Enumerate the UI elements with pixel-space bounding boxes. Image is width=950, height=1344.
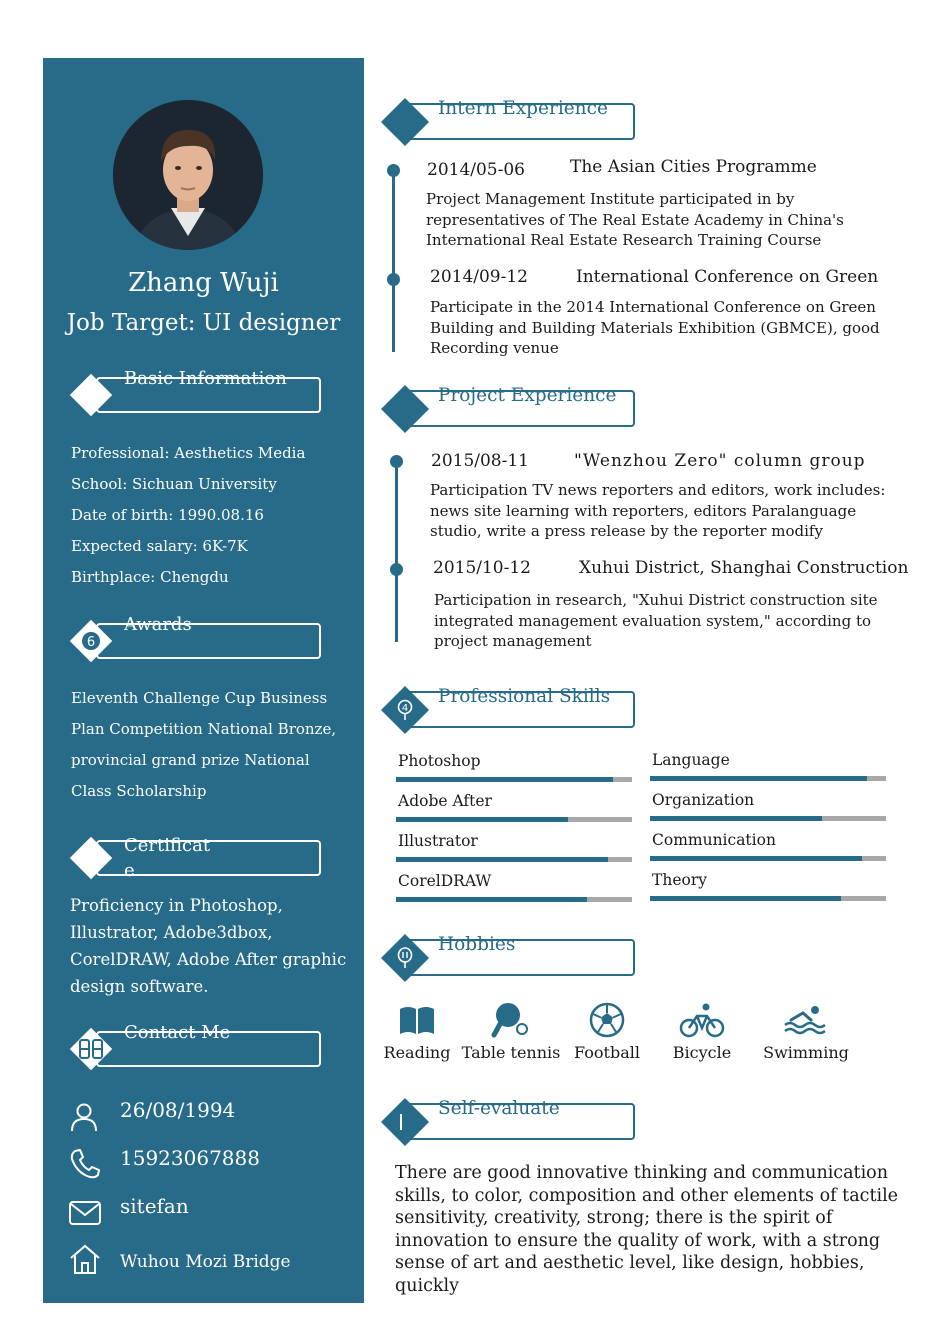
- profile-name: Zhang Wuji: [128, 268, 279, 298]
- contact-value: 15923067888: [120, 1146, 260, 1170]
- folder-icon: [388, 392, 422, 426]
- entry-desc: Participation TV news reporters and editors, work includes: news site learning with reporters, editors Paralanguage studio, write a press release by the reporter modify: [430, 481, 886, 540]
- skill-fill: [396, 897, 587, 902]
- skill-coreldraw: [396, 872, 632, 908]
- info-birth: Date of birth: 1990.08.16: [71, 506, 264, 524]
- sidebar: [43, 58, 364, 1303]
- entry-desc: Project Management Institute participated in by representatives of The Real Estate Academy in China's International Real Estate Research Training Course: [426, 190, 844, 249]
- skill-track: [396, 777, 632, 782]
- info-salary: Expected salary: 6K-7K: [71, 537, 248, 555]
- football-icon: [588, 1001, 626, 1039]
- timeline-dot: [387, 273, 400, 286]
- basic-info-list: [71, 438, 305, 593]
- skill-adobe-after: [396, 792, 632, 828]
- skill-communication: [650, 831, 886, 867]
- entry-name: "Wenzhou Zero" column group: [574, 451, 866, 471]
- self-evaluate-text: There are good innovative thinking and communication skills, to color, composition and other elements of tactile sensitivity, creativity, strong; there is the spirit of innovation to ensure the quality of work, with a strong sense of art and aesthetic level, like design, hobbies, quickly: [395, 1163, 899, 1296]
- hobby-football: [557, 999, 657, 1062]
- entry-date: 2015/10-12: [433, 558, 531, 578]
- pencil-icon: [388, 1105, 422, 1139]
- user-icon: [68, 1098, 102, 1132]
- hobby-label: Bicycle: [672, 1043, 732, 1062]
- skill-label: Theory: [652, 871, 707, 889]
- contact-address: [68, 1242, 358, 1282]
- skill-organization: [650, 791, 886, 827]
- contact-phone: [68, 1146, 358, 1186]
- section-header-self-evaluate: [380, 1096, 640, 1146]
- entry-date: 2015/08-11: [431, 451, 529, 471]
- section-title: Intern Experience: [438, 98, 608, 119]
- section-header-intern: [380, 96, 640, 146]
- timeline-line: [392, 172, 395, 352]
- timeline-dot: [387, 164, 400, 177]
- certificate-text: Proficiency in Photoshop, Illustrator, Adobe3dbox, CorelDRAW, Adobe After graphic design software.: [70, 896, 347, 996]
- timeline-line: [395, 462, 398, 642]
- hobby-label: Table tennis: [461, 1043, 561, 1062]
- medal-icon: [76, 626, 106, 656]
- profile-photo: [113, 100, 263, 250]
- hobby-label: Reading: [383, 1043, 451, 1062]
- skill-label: Illustrator: [398, 832, 478, 850]
- skill-fill: [396, 817, 568, 822]
- contact-value: 26/08/1994: [120, 1098, 236, 1122]
- balloon-icon: [388, 941, 422, 975]
- contact-email: [68, 1194, 358, 1234]
- hobby-bicycle: [652, 999, 752, 1062]
- section-title: Awards: [124, 614, 192, 635]
- hobby-reading: [367, 999, 467, 1062]
- entry-name: Xuhui District, Shanghai Construction: [579, 558, 909, 578]
- skill-fill: [396, 857, 608, 862]
- skill-label: CorelDRAW: [398, 872, 492, 890]
- skill-language: [650, 751, 886, 787]
- section-title: Contact Me: [124, 1022, 231, 1043]
- bicycle-icon: [679, 1001, 725, 1039]
- skill-label: Adobe After: [398, 792, 492, 810]
- book-icon: [398, 1004, 436, 1036]
- skill-illustrator: [396, 832, 632, 868]
- hobby-table-tennis: [461, 999, 561, 1062]
- skill-photoshop: [396, 752, 632, 788]
- entry-date: 2014/09-12: [430, 267, 528, 287]
- skill-track: [396, 857, 632, 862]
- skill-track: [650, 776, 886, 781]
- skill-label: Organization: [652, 791, 755, 809]
- job-target: Job Target: UI designer: [66, 310, 341, 336]
- hobby-swimming: [756, 999, 856, 1062]
- skill-fill: [650, 856, 862, 861]
- section-header-project: [380, 383, 640, 433]
- skill-track: [650, 856, 886, 861]
- section-header-contact: [70, 1022, 320, 1070]
- contact-birthday: [68, 1098, 358, 1138]
- hobby-label: Swimming: [763, 1043, 849, 1062]
- svg-text:6: 6: [86, 635, 96, 650]
- swimming-icon: [783, 1004, 829, 1036]
- timeline-dot: [390, 563, 403, 576]
- section-title: Self-evaluate: [438, 1098, 560, 1119]
- section-header-awards: [70, 614, 320, 662]
- entry-name: International Conference on Green: [576, 267, 879, 287]
- info-school: School: Sichuan University: [71, 475, 277, 493]
- mail-icon: [68, 1194, 102, 1228]
- info-birthplace: Birthplace: Chengdu: [71, 568, 229, 586]
- skill-fill: [650, 776, 867, 781]
- timeline-dot: [390, 455, 403, 468]
- home-icon: [68, 1242, 102, 1276]
- awards-text: Eleventh Challenge Cup Business Plan Competition National Bronze, provincial grand prize National Class Scholarship: [71, 689, 337, 800]
- skill-track: [650, 896, 886, 901]
- grid-icon: [76, 1034, 106, 1064]
- section-header-basic-info: [70, 368, 320, 416]
- skill-theory: [650, 871, 886, 907]
- skill-label: Photoshop: [398, 752, 481, 770]
- section-title: Basic Information: [124, 368, 287, 389]
- skill-track: [650, 816, 886, 821]
- section-header-skills: [380, 684, 640, 734]
- hobby-label: Football: [574, 1043, 640, 1062]
- phone-icon: [68, 1146, 102, 1180]
- svg-text:4: 4: [401, 703, 409, 714]
- section-title: Project Experience: [438, 385, 617, 406]
- section-header-certificate: [70, 837, 320, 879]
- skill-fill: [650, 896, 841, 901]
- contact-value: Wuhou Mozi Bridge: [120, 1252, 291, 1272]
- skill-track: [396, 897, 632, 902]
- section-header-hobbies: [380, 932, 640, 982]
- section-title: Hobbies: [438, 934, 516, 955]
- skill-label: Communication: [652, 831, 776, 849]
- info-professional: Professional: Aesthetics Media: [71, 444, 306, 462]
- skill-track: [396, 817, 632, 822]
- skill-fill: [650, 816, 822, 821]
- person-icon: [76, 380, 106, 410]
- entry-desc: Participation in research, "Xuhui District construction site integrated management evaluation system," according to project management: [434, 591, 878, 650]
- briefcase-icon: [388, 105, 422, 139]
- entry-desc: Participate in the 2014 International Conference on Green Building and Building Materials Exhibition (GBMCE), good Recording venue: [430, 298, 880, 357]
- contact-value: sitefan: [120, 1194, 189, 1218]
- section-title: Certificat e: [124, 835, 211, 881]
- section-title: Professional Skills: [438, 686, 611, 707]
- table-tennis-icon: [491, 1001, 531, 1039]
- entry-date: 2014/05-06: [427, 160, 525, 180]
- certificate-icon: [76, 843, 106, 873]
- entry-name: The Asian Cities Programme: [570, 157, 817, 177]
- skill-fill: [396, 777, 613, 782]
- bulb-icon: [388, 693, 422, 727]
- skill-label: Language: [652, 751, 730, 769]
